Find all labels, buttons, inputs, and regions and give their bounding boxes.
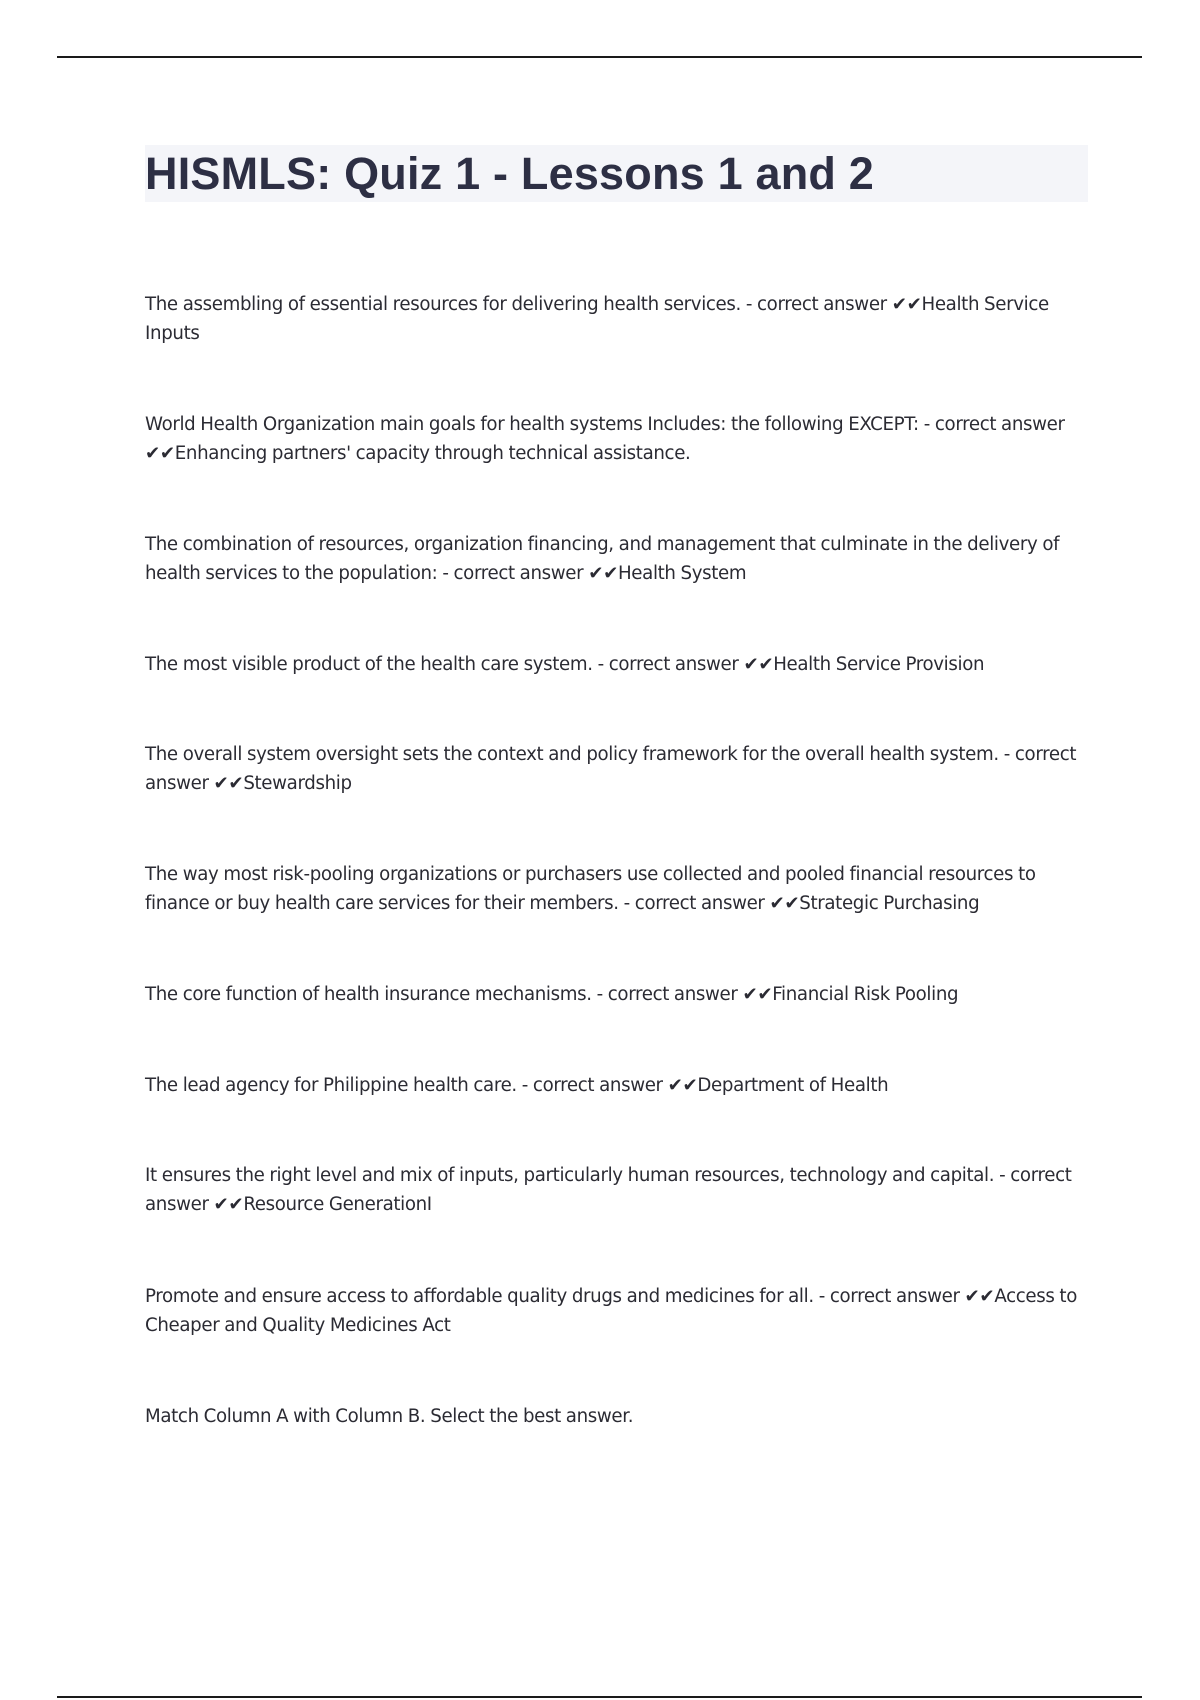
- check-icon: ✔✔: [964, 1286, 995, 1307]
- answer-text: Access to Cheaper and Quality Medicines Act: [145, 1286, 1077, 1336]
- answer-separator: - correct answer: [592, 654, 744, 675]
- question-text: The overall system oversight sets the context and policy framework for the overall health system.: [145, 744, 999, 765]
- question-text: The core function of health insurance mechanisms.: [145, 984, 592, 1005]
- question-text: World Health Organization main goals for health systems Includes: the following EXCEPT:: [145, 414, 919, 435]
- check-icon: ✔✔: [891, 294, 922, 315]
- answer-text: Resource GenerationI: [243, 1194, 432, 1215]
- answer-separator: - correct answer: [740, 294, 892, 315]
- closing-instruction: Match Column A with Column B. Select the best answer.: [145, 1406, 634, 1427]
- qa-item: [145, 530, 1090, 588]
- answer-text: Health System: [617, 563, 747, 584]
- answer-separator: - correct answer: [813, 1286, 965, 1307]
- question-text: The assembling of essential resources for delivering health services.: [145, 294, 741, 315]
- check-icon: ✔✔: [742, 984, 773, 1005]
- bottom-rule: [57, 1696, 1142, 1698]
- answer-text: Health Service Provision: [773, 654, 985, 675]
- qa-item: [145, 410, 1090, 468]
- answer-separator: - correct answer: [437, 563, 589, 584]
- check-icon: ✔✔: [213, 1194, 244, 1215]
- answer-separator: - correct answer: [918, 414, 1065, 435]
- qa-item: [145, 860, 1090, 918]
- answer-text: Enhancing partners' capacity through technical assistance.: [174, 443, 691, 464]
- qa-item: [145, 980, 1090, 1009]
- answer-separator: - correct answer: [618, 893, 770, 914]
- qa-item: [145, 740, 1090, 798]
- question-text: The combination of resources, organization financing, and management that culminate in the delivery of health services to the population:: [145, 534, 1060, 584]
- question-text: The lead agency for Philippine health care.: [145, 1075, 517, 1096]
- answer-text: Stewardship: [243, 773, 352, 794]
- qa-item: [145, 1282, 1090, 1340]
- page-title: HISMLS: Quiz 1 - Lessons 1 and 2: [145, 148, 875, 199]
- answer-text: Health Service Inputs: [145, 294, 1049, 344]
- check-icon: ✔✔: [588, 563, 618, 584]
- answer-text: Strategic Purchasing: [799, 893, 980, 914]
- title-banner: [145, 145, 1088, 202]
- answer-separator: - correct answer: [591, 984, 743, 1005]
- answer-text: Department of Health: [697, 1075, 889, 1096]
- qa-item: [145, 290, 1090, 348]
- check-icon: ✔✔: [213, 773, 244, 794]
- answer-separator: - correct answer: [516, 1075, 668, 1096]
- answer-separator: - correct answer: [145, 744, 1077, 794]
- question-text: The way most risk-pooling organizations or purchasers use collected and pooled financial resources to finance or buy health care services for their members.: [145, 864, 1036, 914]
- check-icon: ✔✔: [145, 443, 175, 464]
- question-text: Promote and ensure access to affordable quality drugs and medicines for all.: [145, 1286, 814, 1307]
- check-icon: ✔✔: [743, 654, 774, 675]
- qa-item: [145, 650, 1090, 679]
- check-icon: ✔✔: [769, 893, 800, 914]
- top-rule: [57, 56, 1142, 58]
- qa-item: [145, 1071, 1090, 1100]
- answer-text: Financial Risk Pooling: [772, 984, 959, 1005]
- question-text: It ensures the right level and mix of inputs, particularly human resources, technology and capital.: [145, 1165, 995, 1186]
- qa-item: [145, 1161, 1090, 1219]
- check-icon: ✔✔: [667, 1075, 698, 1096]
- answer-separator: - correct answer: [145, 1165, 1072, 1215]
- question-text: The most visible product of the health care system.: [145, 654, 593, 675]
